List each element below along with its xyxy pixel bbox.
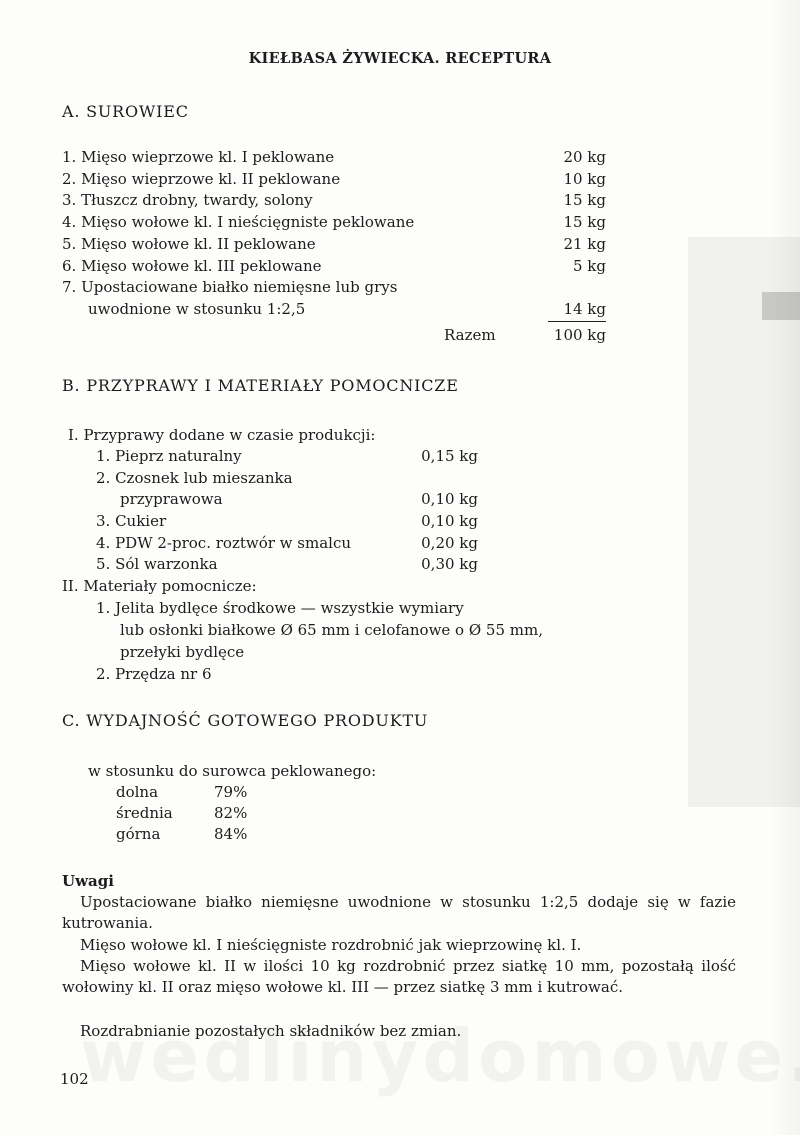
material-2: 2. Przędza nr 6: [96, 665, 212, 683]
ingredient-6: 6. Mięso wołowe kl. III peklowane: [62, 257, 322, 275]
ingredient-2-amount: 10 kg: [563, 170, 606, 188]
page-number: 102: [60, 1070, 89, 1088]
page-edge-shadow: [770, 0, 800, 1135]
ingredient-7-continued-amount: 14 kg: [563, 300, 606, 318]
yield-mid-label: średnia: [116, 804, 173, 822]
spice-1-amount: 0,15 kg: [421, 447, 478, 465]
ingredient-5-amount: 21 kg: [563, 235, 606, 253]
material-1-line-2: lub osłonki białkowe Ø 65 mm i celofanowe o Ø 55 mm,: [120, 621, 543, 639]
spices-group-heading: I. Przyprawy dodane w czasie produkcji:: [68, 426, 376, 444]
ingredient-4: 4. Mięso wołowe kl. I nieścięgniste peklowane: [62, 213, 415, 231]
spice-4-amount: 0,20 kg: [421, 534, 478, 552]
spice-2: 2. Czosnek lub mieszanka: [96, 469, 293, 487]
spice-2-continued-amount: 0,10 kg: [421, 490, 478, 508]
spice-5: 5. Sól warzonka: [96, 555, 218, 573]
ingredient-1-amount: 20 kg: [563, 148, 606, 166]
note-3: Mięso wołowe kl. II w ilości 10 kg rozdrobnić przez siatkę 10 mm, pozostałą ilość wołowiny kl. II oraz mięso wołowe kl. III — przez siatkę 3 mm i kutrować.: [62, 957, 736, 996]
spice-1: 1. Pieprz naturalny: [96, 447, 242, 465]
section-b-heading: B. PRZYPRAWY I MATERIAŁY POMOCNICZE: [62, 376, 459, 395]
note-4: Rozdrabnianie pozostałych składników bez zmian.: [80, 1022, 462, 1040]
total-label: Razem: [444, 326, 496, 344]
yield-high-value: 84%: [214, 825, 248, 843]
total-value: 100 kg: [553, 326, 606, 344]
material-1-line-3: przełyki bydlęce: [120, 643, 245, 661]
material-1: 1. Jelita bydlęce środkowe — wszystkie wymiary: [96, 599, 464, 617]
page-title: KIEŁBASA ŻYWIECKA. RECEPTURA: [248, 50, 552, 67]
ingredient-5: 5. Mięso wołowe kl. II peklowane: [62, 235, 316, 253]
spice-3: 3. Cukier: [96, 512, 167, 530]
note-1: Upostaciowane białko niemięsne uwodnione w stosunku 1:2,5 dodaje się w fazie kutrowania.: [62, 893, 736, 932]
ingredient-2: 2. Mięso wieprzowe kl. II peklowane: [62, 170, 341, 188]
ingredient-1: 1. Mięso wieprzowe kl. I peklowane: [62, 148, 335, 166]
materials-group-heading: II. Materiały pomocnicze:: [62, 577, 257, 595]
ingredient-6-amount: 5 kg: [572, 257, 606, 275]
spice-3-amount: 0,10 kg: [421, 512, 478, 530]
yield-low-value: 79%: [214, 783, 248, 801]
notes-heading: Uwagi: [62, 872, 114, 890]
yield-intro: w stosunku do surowca peklowanego:: [88, 762, 377, 780]
ingredient-4-amount: 15 kg: [563, 213, 606, 231]
ingredient-3-amount: 15 kg: [563, 191, 606, 209]
sum-rule: [548, 321, 606, 322]
section-a-heading: A. SUROWIEC: [62, 102, 189, 121]
yield-low-label: dolna: [116, 783, 159, 801]
section-c-heading: C. WYDAJNOŚĆ GOTOWEGO PRODUKTU: [62, 711, 429, 730]
ingredient-3: 3. Tłuszcz drobny, twardy, solony: [62, 191, 313, 209]
yield-high-label: górna: [116, 825, 161, 843]
spice-4: 4. PDW 2-proc. roztwór w smalcu: [96, 534, 352, 552]
ingredient-7: 7. Upostaciowane białko niemięsne lub grys: [62, 278, 398, 296]
ingredient-7-continued: uwodnione w stosunku 1:2,5: [88, 300, 306, 318]
yield-mid-value: 82%: [214, 804, 248, 822]
note-2: Mięso wołowe kl. I nieścięgniste rozdrobnić jak wieprzowinę kl. I.: [80, 936, 582, 954]
spice-5-amount: 0,30 kg: [421, 555, 478, 573]
spice-2-continued: przyprawowa: [120, 490, 223, 508]
watermark: [80, 1014, 800, 1098]
